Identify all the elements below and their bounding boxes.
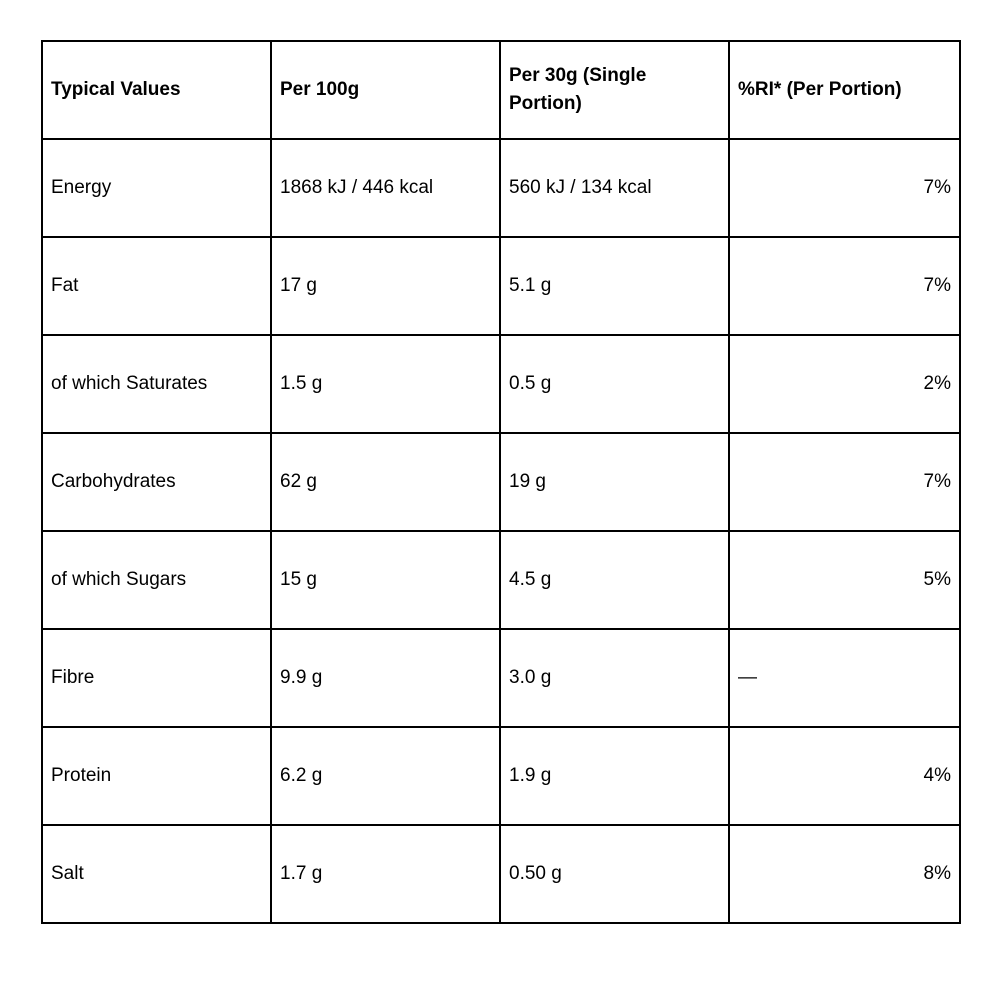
- value-per-30g: 560 kJ / 134 kcal: [500, 139, 729, 237]
- value-ri: 8%: [729, 825, 960, 923]
- value-ri: 7%: [729, 237, 960, 335]
- table-row: [42, 139, 960, 237]
- table-row: [42, 531, 960, 629]
- value-per-100g: 6.2 g: [271, 727, 500, 825]
- nutrient-name: of which Sugars: [42, 531, 271, 629]
- nutrient-name: Fat: [42, 237, 271, 335]
- value-per-100g: 15 g: [271, 531, 500, 629]
- header-per-30g: Per 30g (Single Portion): [500, 41, 729, 139]
- value-ri: 2%: [729, 335, 960, 433]
- value-per-100g: 9.9 g: [271, 629, 500, 727]
- nutrient-name: Carbohydrates: [42, 433, 271, 531]
- table-row: [42, 237, 960, 335]
- value-ri: 7%: [729, 139, 960, 237]
- value-per-100g: 17 g: [271, 237, 500, 335]
- header-typical-values: Typical Values: [42, 41, 271, 139]
- value-ri: 7%: [729, 433, 960, 531]
- value-per-100g: 1.7 g: [271, 825, 500, 923]
- value-ri: 5%: [729, 531, 960, 629]
- nutrition-table: [41, 40, 961, 924]
- value-per-30g: 3.0 g: [500, 629, 729, 727]
- table-row: [42, 629, 960, 727]
- nutrient-name: of which Saturates: [42, 335, 271, 433]
- header-per-100g: Per 100g: [271, 41, 500, 139]
- nutrient-name: Energy: [42, 139, 271, 237]
- nutrient-name: Protein: [42, 727, 271, 825]
- value-per-30g: 0.5 g: [500, 335, 729, 433]
- table-row: [42, 727, 960, 825]
- value-per-30g: 1.9 g: [500, 727, 729, 825]
- value-ri: 4%: [729, 727, 960, 825]
- table-row: [42, 335, 960, 433]
- nutrient-name: Fibre: [42, 629, 271, 727]
- value-per-30g: 5.1 g: [500, 237, 729, 335]
- value-per-30g: 4.5 g: [500, 531, 729, 629]
- value-per-30g: 0.50 g: [500, 825, 729, 923]
- nutrient-name: Salt: [42, 825, 271, 923]
- header-ri: %RI* (Per Portion): [729, 41, 960, 139]
- header-row: [42, 41, 960, 139]
- value-ri: —: [729, 629, 960, 727]
- value-per-100g: 62 g: [271, 433, 500, 531]
- value-per-100g: 1.5 g: [271, 335, 500, 433]
- value-per-30g: 19 g: [500, 433, 729, 531]
- value-per-100g: 1868 kJ / 446 kcal: [271, 139, 500, 237]
- table-row: [42, 825, 960, 923]
- table-row: [42, 433, 960, 531]
